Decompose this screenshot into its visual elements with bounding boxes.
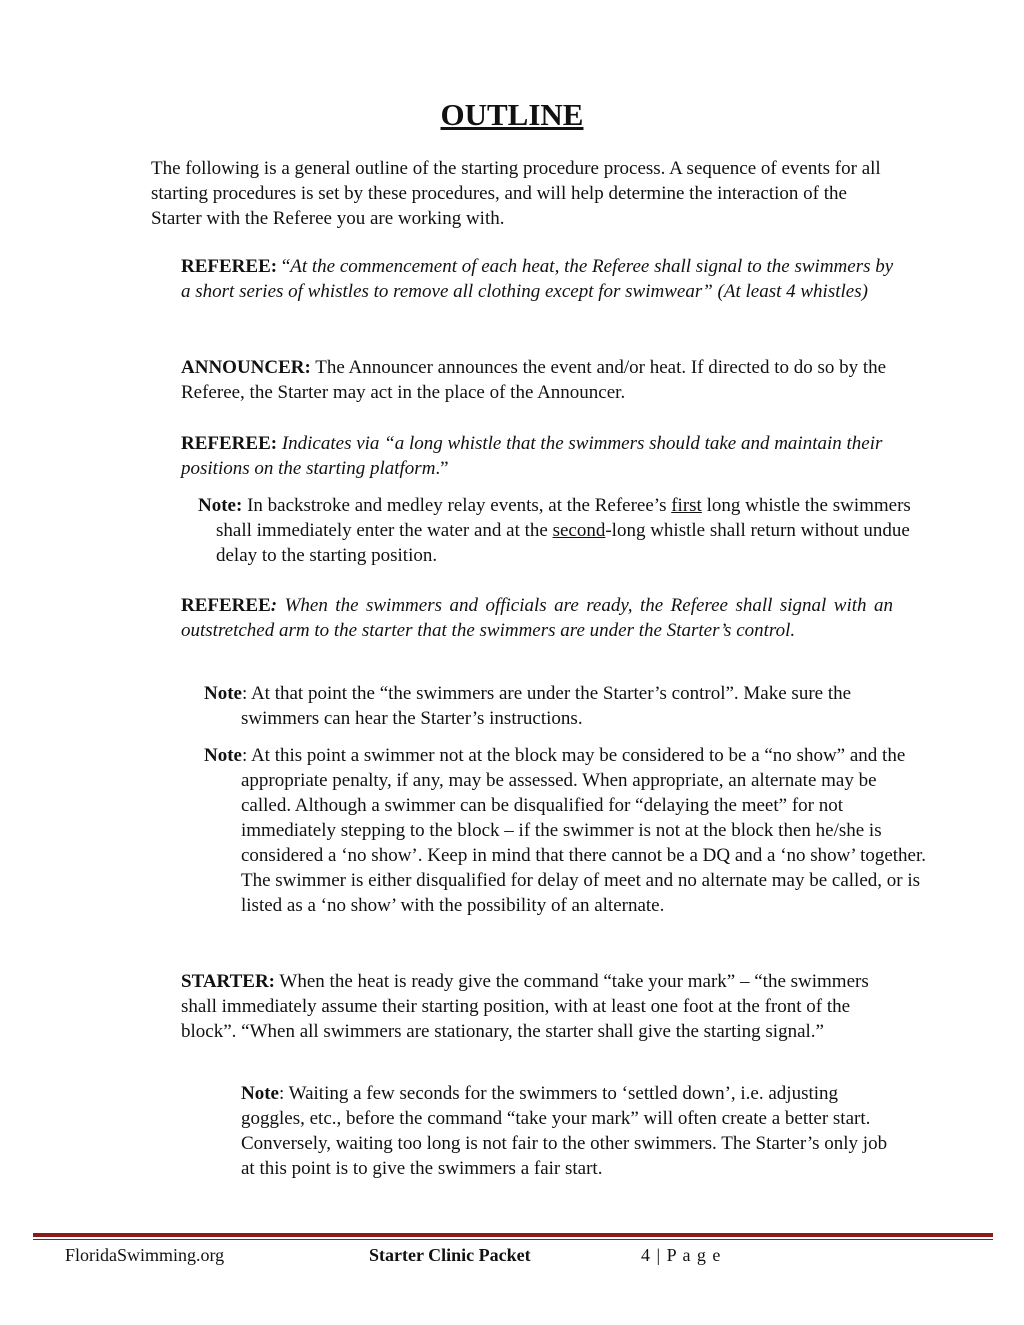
footer-site: FloridaSwimming.org — [65, 1245, 225, 1265]
referee-paragraph-1 — [181, 254, 896, 304]
role-label: REFEREE — [181, 595, 271, 616]
footer-page-number: 4 | P a g e — [641, 1245, 722, 1265]
note-label: Note: — [198, 495, 243, 516]
intro-paragraph: The following is a general outline of the starting procedure process. A sequence of events for all starting procedures is set by these procedures, and will help determine the interaction of the Starter with the Referee you are working with. — [151, 158, 881, 229]
footer-rule — [33, 1233, 993, 1237]
closing-quote: .” — [435, 458, 449, 479]
label-colon: : — [270, 595, 278, 616]
open-quote: “ — [281, 256, 291, 277]
note-label: Note — [204, 745, 242, 766]
announcer-paragraph — [181, 355, 896, 405]
note-settle-down — [241, 1081, 891, 1181]
note-text: : Waiting a few seconds for the swimmers to ‘settled down’, i.e. adjusting goggles, etc., before the command “take your mark” will often create a better start. Conversely, waiting too long is not fair to the other swimmers. The Starter’s only job at this point is to give the swimmers a fair start. — [241, 1083, 888, 1179]
note-text: long whistle the swimmers shall immediately enter the water and at the — [216, 495, 911, 541]
note-control — [204, 681, 931, 731]
page-title: OUTLINE — [440, 97, 584, 132]
referee-paragraph-3 — [181, 593, 893, 643]
note-no-show — [204, 743, 931, 918]
paragraph-text: The Announcer announces the event and/or heat. If directed to do so by the Referee, the Starter may act in the place of the Announcer. — [181, 357, 887, 403]
footer-rule-thin — [33, 1239, 993, 1240]
referee-paragraph-2 — [181, 431, 896, 481]
role-label: REFEREE: — [181, 433, 278, 454]
emphasis-second: second — [552, 520, 606, 541]
role-label: STARTER: — [181, 971, 275, 992]
footer-document-title: Starter Clinic Packet — [369, 1245, 531, 1265]
note-label: Note — [241, 1083, 279, 1104]
paragraph-text: When the heat is ready give the command “take your mark” – “the swimmers shall immediately assume their starting position, with at least one foot at the front of the block”. “When all swimmers are stationary, the starter shall give the starting signal.” — [181, 971, 869, 1042]
starter-paragraph — [181, 969, 881, 1044]
note-text: In backstroke and medley relay events, at the Referee’s — [247, 495, 667, 516]
note-text: : At that point the “the swimmers are under the Starter’s control”. Make sure the swimmers can hear the Starter’s instructions. — [241, 683, 852, 729]
emphasis-first: first — [671, 495, 702, 516]
note-backstroke — [198, 493, 916, 568]
paragraph-text: Indicates via “a long whistle that the swimmers should take and maintain their positions on the starting platform — [181, 433, 883, 479]
note-text: -long whistle shall return without undue delay to the starting position. — [216, 520, 910, 566]
role-label: REFEREE: — [181, 256, 278, 277]
paragraph-text: When the swimmers and officials are ready, the Referee shall signal with an outstretched arm to the starter that the swimmers are under the Starter’s control. — [181, 595, 894, 641]
note-text: : At this point a swimmer not at the block may be considered to be a “no show” and the appropriate penalty, if any, may be assessed. When appropriate, an alternate may be called. Although a swimmer can be disqualified for “delaying the meet” for not immediately stepping to the block – if the swimmer is not at the block then he/she is considered a ‘no show’. Keep in mind that there cannot be a DQ and a ‘no show’ together. The swimmer is either disqualified for delay of meet and no alternate may be called, or is listed as a ‘no show’ with the possibility of an alternate. — [241, 745, 927, 916]
role-label: ANNOUNCER: — [181, 357, 311, 378]
paragraph-text: At the commencement of each heat, the Referee shall signal to the swimmers by a short series of whistles to remove all clothing except for swimwear” (At least 4 whistles) — [181, 256, 894, 302]
note-label: Note — [204, 683, 242, 704]
